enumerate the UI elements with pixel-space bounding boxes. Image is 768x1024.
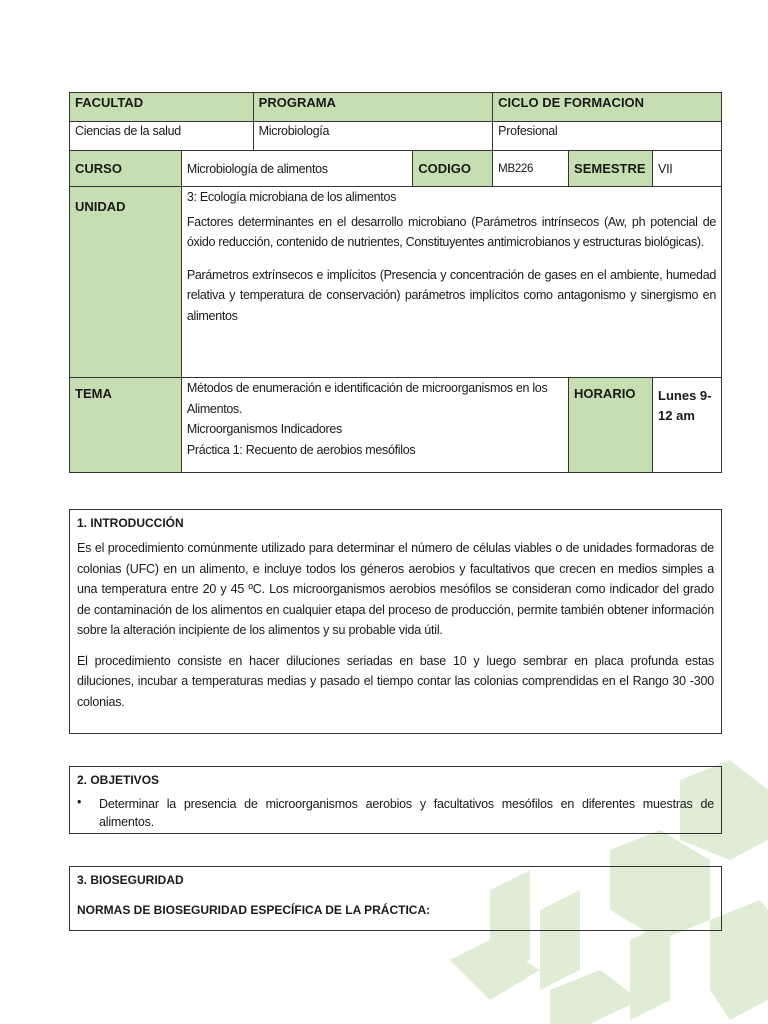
introduccion-title: 1. INTRODUCCIÓN	[77, 516, 184, 530]
facultad-value: Ciencias de la salud	[70, 122, 254, 151]
course-info-table	[69, 92, 722, 473]
horario-value: Lunes 9-12 am	[653, 378, 722, 473]
introduccion-paragraph-1: Es el procedimiento comúnmente utilizado para determinar el número de células viables o de unidades formadoras de colonias (UFC) en un alimento, e incluye todos los géneros aerobios y facultativos que crecen en medios simples a una temperatura entre 20 y 45 ºC. Los microorganismos aerobios mesófilos se consideran como indicador del grado de contaminación de los alimentos en cualquier etapa del proceso de producción, permite también obtener información sobre la alteración incipiente de los alimentos y su probable vida útil.	[77, 541, 714, 637]
introduccion-paragraph-2: El procedimiento consiste en hacer diluciones seriadas en base 10 y luego sembrar en placa profunda estas diluciones, incubar a temperaturas medias y pasado el tiempo contar las colonias comprendidas en el Rango 30 -300 colonias.	[77, 653, 714, 709]
programa-label: PROGRAMA	[253, 93, 493, 122]
semestre-value: VII	[653, 151, 722, 187]
semestre-label: SEMESTRE	[569, 151, 653, 187]
bioseguridad-subtitle: NORMAS DE BIOSEGURIDAD ESPECÍFICA DE LA PRÁCTICA:	[77, 903, 431, 917]
codigo-label: CODIGO	[413, 151, 493, 187]
programa-value: Microbiología	[253, 122, 493, 151]
introduccion-section	[69, 509, 722, 734]
ciclo-label: CICLO DE FORMACION	[493, 93, 722, 122]
facultad-label: FACULTAD	[70, 93, 254, 122]
bioseguridad-section	[69, 866, 722, 931]
curso-label: CURSO	[70, 151, 182, 187]
unidad-paragraph-1: Factores determinantes en el desarrollo microbiano (Parámetros intrínsecos (Aw, ph potencial de óxido reducción, contenido de nutrientes, Constituyentes antimicrobianos y estructuras biológicas).	[186, 214, 716, 249]
codigo-value: MB226	[493, 151, 569, 187]
horario-label: HORARIO	[569, 378, 653, 473]
tema-line: Práctica 1: Recuento de aerobios mesófilos	[186, 442, 416, 457]
unidad-title: 3: Ecología microbiana de los alimentos	[186, 190, 397, 204]
objetivo-text: Determinar la presencia de microorganismos aerobios y facultativos mesófilos en diferentes muestras de alimentos.	[99, 797, 714, 829]
bioseguridad-title: 3. BIOSEGURIDAD	[77, 873, 184, 887]
unidad-label: UNIDAD	[70, 187, 182, 378]
unidad-paragraph-2: Parámetros extrínsecos e implícitos (Presencia y concentración de gases en el ambiente, humedad relativa y temperatura de conservación) parámetros implícitos como antagonismo y sinergismo en alimentos	[186, 267, 716, 323]
ciclo-value: Profesional	[493, 122, 722, 151]
curso-value: Microbiología de alimentos	[181, 151, 412, 187]
objetivo-item	[77, 795, 714, 831]
tema-label: TEMA	[70, 378, 182, 473]
tema-line: Microorganismos Indicadores	[186, 422, 342, 436]
tema-line: Métodos de enumeración e identificación de microorganismos en los Alimentos.	[186, 381, 548, 416]
objetivos-section	[69, 766, 722, 834]
objetivos-title: 2. OBJETIVOS	[77, 773, 160, 787]
tema-content	[181, 378, 568, 473]
bullet-icon: •	[77, 795, 82, 809]
